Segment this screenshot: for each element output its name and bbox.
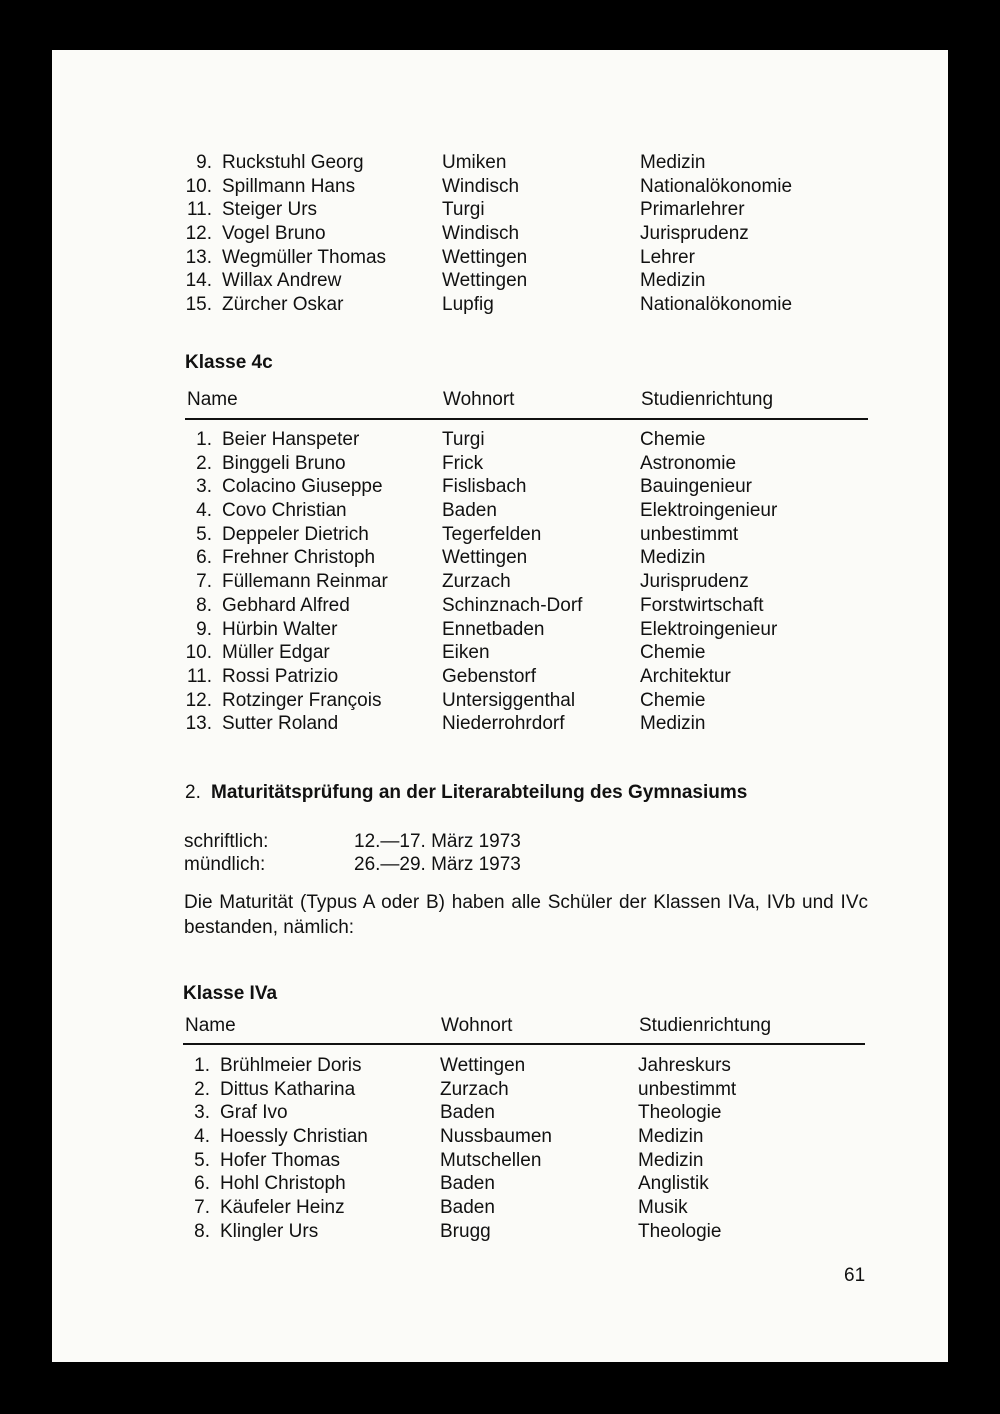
muendlich-label: mündlich: — [184, 854, 266, 875]
row-number: 1. — [196, 429, 212, 450]
student-name: Käufeler Heinz — [220, 1197, 345, 1219]
student-name: Willax Andrew — [222, 270, 342, 292]
row-number: 3. — [196, 476, 212, 498]
row-number: 13. — [185, 713, 212, 735]
wohnort: Lupfig — [442, 294, 494, 316]
student-name: Sutter Roland — [222, 713, 339, 735]
row-number: 11. — [186, 199, 212, 221]
wohnort: Zurzach — [440, 1078, 509, 1100]
student-name: Vogel Bruno — [222, 223, 326, 245]
row-number: 14. — [185, 270, 212, 292]
header-rule — [185, 418, 868, 420]
wohnort: Wettingen — [442, 270, 528, 292]
studienrichtung: Elektroingenieur — [640, 500, 778, 522]
wohnort: Wettingen — [440, 1055, 526, 1076]
row-number: 2. — [194, 1078, 210, 1100]
studienrichtung: Theologie — [638, 1220, 722, 1242]
row-number: 9. — [196, 618, 212, 640]
student-name: Binggeli Bruno — [222, 452, 346, 474]
section-title: Maturitätsprüfung an der Literarabteilung des Gymnasiums — [211, 782, 748, 803]
row-number: 5. — [194, 1149, 210, 1171]
studienrichtung: Chemie — [640, 689, 706, 711]
row-number: 7. — [194, 1197, 210, 1219]
header-rule — [183, 1043, 865, 1045]
row-number: 8. — [194, 1220, 210, 1242]
student-name: Rossi Patrizio — [222, 665, 339, 687]
studienrichtung: Lehrer — [640, 246, 695, 268]
student-name: Rotzinger François — [222, 689, 382, 711]
row-number: 12. — [185, 223, 212, 245]
wohnort: Turgi — [442, 199, 485, 221]
studienrichtung: Primarlehrer — [640, 199, 745, 221]
student-name: Steiger Urs — [222, 199, 318, 221]
wohnort: Mutschellen — [440, 1149, 542, 1171]
section-heading-klasse-iva: Klasse IVa — [183, 983, 278, 1004]
schriftlich-label: schriftlich: — [184, 831, 269, 852]
student-name: Beier Hanspeter — [222, 429, 360, 450]
student-name: Zürcher Oskar — [222, 294, 344, 316]
studienrichtung: Theologie — [638, 1102, 722, 1124]
wohnort: Baden — [440, 1197, 495, 1219]
wohnort: Turgi — [442, 429, 485, 450]
studienrichtung: Nationalökonomie — [640, 294, 793, 316]
wohnort: Untersiggenthal — [442, 689, 576, 711]
studienrichtung: Medizin — [638, 1126, 704, 1148]
student-name: Hohl Christoph — [220, 1173, 346, 1195]
wohnort: Wettingen — [442, 547, 528, 569]
wohnort: Umiken — [442, 152, 507, 173]
schriftlich-value: 12.—17. März 1973 — [354, 831, 521, 852]
studienrichtung: Bauingenieur — [640, 476, 752, 498]
student-name: Covo Christian — [222, 500, 347, 522]
wohnort: Brugg — [440, 1220, 491, 1242]
wohnort: Baden — [440, 1102, 495, 1124]
row-number: 4. — [196, 500, 212, 522]
column-header-studienrichtung: Studienrichtung — [639, 1015, 772, 1036]
row-number: 6. — [194, 1173, 210, 1195]
student-name: Spillmann Hans — [222, 175, 356, 197]
column-header-studienrichtung: Studienrichtung — [641, 389, 774, 410]
wohnort: Nussbaumen — [440, 1126, 552, 1148]
student-name: Hürbin Walter — [222, 618, 338, 640]
row-number: 8. — [196, 594, 212, 616]
wohnort: Windisch — [442, 175, 520, 197]
wohnort: Niederrohrdorf — [442, 713, 565, 735]
column-header-wohnort: Wohnort — [443, 389, 515, 410]
wohnort: Fislisbach — [442, 476, 527, 498]
row-number: 10. — [185, 642, 212, 664]
paragraph: Die Maturität (Typus A oder B) haben alle Schüler der Klassen IVa, IVb und IVc bestanden, nämlich: — [184, 892, 868, 938]
studienrichtung: unbestimmt — [638, 1078, 737, 1100]
row-number: 1. — [194, 1055, 210, 1076]
studienrichtung: Medizin — [638, 1149, 704, 1171]
studienrichtung: Medizin — [640, 152, 706, 173]
studienrichtung: Medizin — [640, 547, 706, 569]
student-name: Deppeler Dietrich — [222, 523, 369, 545]
studienrichtung: Jahreskurs — [638, 1055, 731, 1076]
studienrichtung: Jurisprudenz — [640, 571, 749, 593]
studienrichtung: Medizin — [640, 713, 706, 735]
wohnort: Frick — [442, 452, 484, 474]
wohnort: Wettingen — [442, 246, 528, 268]
row-number: 11. — [186, 665, 212, 687]
student-name: Dittus Katharina — [220, 1078, 356, 1100]
row-number: 12. — [185, 689, 212, 711]
studienrichtung: unbestimmt — [640, 523, 739, 545]
section-heading-klasse-4c: Klasse 4c — [185, 352, 273, 373]
row-number: 10. — [185, 175, 212, 197]
student-name: Frehner Christoph — [222, 547, 376, 569]
wohnort: Ennetbaden — [442, 618, 545, 640]
studienrichtung: Architektur — [640, 665, 731, 687]
wohnort: Eiken — [442, 642, 490, 664]
student-name: Graf Ivo — [220, 1102, 288, 1124]
student-name: Klingler Urs — [220, 1220, 319, 1242]
student-name: Ruckstuhl Georg — [222, 152, 364, 173]
studienrichtung: Forstwirtschaft — [640, 594, 764, 616]
row-number: 4. — [194, 1126, 210, 1148]
student-name: Hofer Thomas — [220, 1149, 341, 1171]
student-name: Füllemann Reinmar — [222, 571, 388, 593]
studienrichtung: Nationalökonomie — [640, 175, 793, 197]
row-number: 5. — [196, 523, 212, 545]
student-name: Wegmüller Thomas — [222, 246, 387, 268]
section-number: 2. — [185, 782, 201, 803]
studienrichtung: Anglistik — [638, 1173, 709, 1195]
studienrichtung: Elektroingenieur — [640, 618, 778, 640]
row-number: 6. — [196, 547, 212, 569]
studienrichtung: Chemie — [640, 642, 706, 664]
row-number: 15. — [185, 294, 212, 316]
column-header-name: Name — [185, 1015, 236, 1036]
row-number: 2. — [196, 452, 212, 474]
student-name: Gebhard Alfred — [222, 594, 350, 616]
row-number: 3. — [194, 1102, 210, 1124]
row-number: 7. — [196, 571, 212, 593]
student-name: Müller Edgar — [222, 642, 330, 664]
row-number: 13. — [185, 246, 212, 268]
row-number: 9. — [196, 152, 212, 173]
wohnort: Gebenstorf — [442, 665, 536, 687]
wohnort: Baden — [440, 1173, 495, 1195]
student-name: Colacino Giuseppe — [222, 476, 383, 498]
studienrichtung: Medizin — [640, 270, 706, 292]
studienrichtung: Musik — [638, 1197, 688, 1219]
wohnort: Tegerfelden — [442, 523, 542, 545]
muendlich-value: 26.—29. März 1973 — [354, 854, 521, 875]
wohnort: Baden — [442, 500, 497, 522]
studienrichtung: Jurisprudenz — [640, 223, 749, 245]
studienrichtung: Astronomie — [640, 452, 737, 474]
wohnort: Windisch — [442, 223, 520, 245]
student-name: Brühlmeier Doris — [220, 1055, 362, 1076]
studienrichtung: Chemie — [640, 429, 706, 450]
column-header-name: Name — [187, 389, 238, 410]
student-name: Hoessly Christian — [220, 1126, 368, 1148]
page-number: 61 — [844, 1265, 866, 1286]
column-header-wohnort: Wohnort — [441, 1015, 513, 1036]
wohnort: Zurzach — [442, 571, 511, 593]
wohnort: Schinznach-Dorf — [442, 594, 583, 616]
